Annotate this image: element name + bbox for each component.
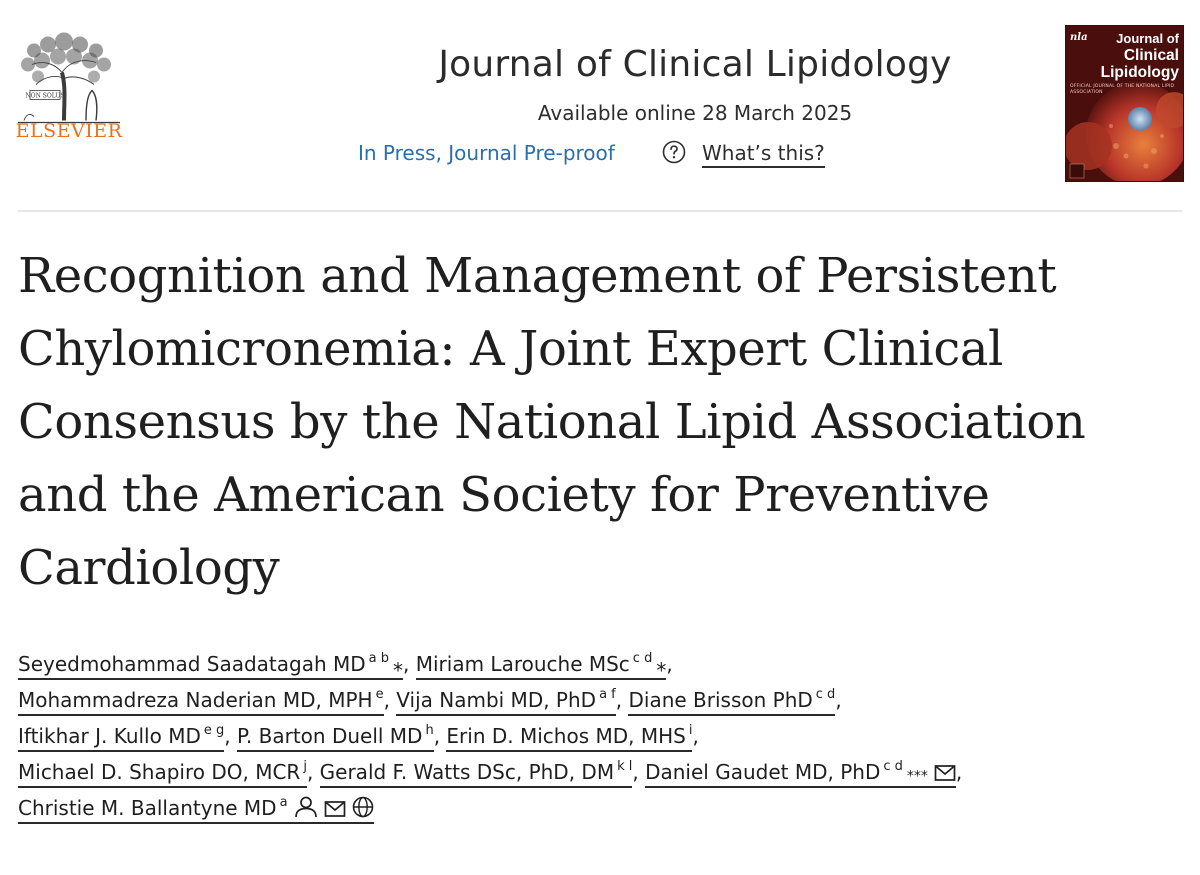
- author-link[interactable]: [396, 688, 615, 716]
- author-separator: ,: [615, 688, 623, 712]
- header-divider: [18, 210, 1182, 212]
- author-affiliation: c d: [815, 687, 836, 702]
- author-separator: ,: [692, 724, 699, 748]
- author-affiliation: a: [279, 795, 288, 810]
- cover-title-line3: Lipidology: [1100, 64, 1179, 81]
- available-online-date: Available online 28 March 2025: [537, 101, 853, 125]
- author-separator: ,: [383, 688, 390, 712]
- article-title: Recognition and Management of Persistent Chylomicronemia: A Joint Expert Clinical Consensus by the National Lipid Association and the American Society for Preventive Cardiology: [18, 248, 1086, 596]
- author-separator: ,: [403, 652, 410, 676]
- journal-title[interactable]: Journal of Clinical Lipidology: [438, 44, 952, 85]
- author-link[interactable]: [416, 652, 667, 680]
- author-affiliation: i: [688, 723, 693, 738]
- envelope-icon[interactable]: [934, 764, 956, 782]
- author-affiliation: k l: [617, 759, 633, 774]
- author-name: Christie M. Ballantyne MD: [18, 796, 277, 820]
- author-link[interactable]: [320, 760, 633, 788]
- author-separator: ,: [955, 760, 963, 784]
- author-separator: ,: [433, 724, 441, 748]
- author-link[interactable]: [446, 724, 692, 752]
- author-separator: ,: [306, 760, 314, 784]
- author-link[interactable]: [18, 688, 384, 716]
- cover-title-line2: Clinical: [1123, 47, 1179, 64]
- globe-icon[interactable]: [352, 796, 374, 818]
- cover-title-line1: Journal of: [1116, 31, 1179, 46]
- author-corresponding-mark: ⁎: [656, 652, 667, 676]
- author-link[interactable]: [645, 760, 956, 788]
- author-name: Vija Nambi MD, PhD: [396, 688, 597, 712]
- author-name: Mohammadreza Naderian MD, MPH: [18, 688, 373, 712]
- author-separator: ,: [224, 724, 231, 748]
- cover-subtitle: OFFICIAL JOURNAL OF THE NATIONAL LIPID ASSOCIATION: [1070, 84, 1175, 95]
- author-link[interactable]: [18, 724, 224, 752]
- tree-motto: NON SOLUS: [25, 92, 65, 100]
- author-affiliation: c d: [632, 651, 653, 666]
- author-separator: ,: [666, 652, 673, 676]
- author-link[interactable]: [18, 796, 374, 824]
- author-corresponding-mark: ⁎⁎⁎: [906, 764, 928, 780]
- author-affiliation: h: [425, 723, 434, 738]
- author-name: Erin D. Michos MD, MHS: [446, 724, 686, 748]
- cover-title: [1101, 30, 1179, 81]
- author-name: Diane Brisson PhD: [628, 688, 813, 712]
- author-affiliation: j: [303, 759, 307, 774]
- in-press-link[interactable]: In Press, Journal Pre-proof: [358, 141, 615, 165]
- author-affiliation: c d: [883, 759, 903, 774]
- author-affiliation: a b: [368, 651, 390, 666]
- author-name: Seyedmohammad Saadatagah MD: [18, 652, 366, 676]
- author-link[interactable]: [237, 724, 434, 752]
- author-name: Michael D. Shapiro DO, MCR: [18, 760, 301, 784]
- author-name: Gerald F. Watts DSc, PhD, DM: [319, 760, 615, 784]
- article-header: [0, 0, 1200, 210]
- author-name: Daniel Gaudet MD, PhD: [645, 760, 881, 784]
- author-affiliation: a f: [599, 687, 616, 702]
- envelope-icon[interactable]: [324, 800, 346, 818]
- author-name: Iftikhar J. Kullo MD: [18, 724, 201, 748]
- whats-this-link[interactable]: What’s this?: [702, 141, 825, 168]
- journal-cover-image[interactable]: [1065, 25, 1184, 182]
- author-affiliation: e: [375, 687, 384, 702]
- author-affiliation: e g: [203, 723, 225, 738]
- author-link[interactable]: [18, 760, 307, 788]
- author-link[interactable]: [18, 652, 403, 680]
- person-icon[interactable]: [294, 796, 318, 818]
- author-list: [18, 646, 1188, 826]
- author-separator: ,: [835, 688, 842, 712]
- author-corresponding-mark: ⁎: [393, 652, 404, 676]
- elsevier-wordmark[interactable]: ELSEVIER: [15, 120, 123, 142]
- author-link[interactable]: [628, 688, 835, 716]
- author-name: Miriam Larouche MSc: [415, 652, 630, 676]
- author-name: P. Barton Duell MD: [236, 724, 423, 748]
- cover-society-mark: nla: [1070, 32, 1088, 43]
- question-circle-icon[interactable]: [662, 140, 686, 164]
- author-separator: ,: [632, 760, 639, 784]
